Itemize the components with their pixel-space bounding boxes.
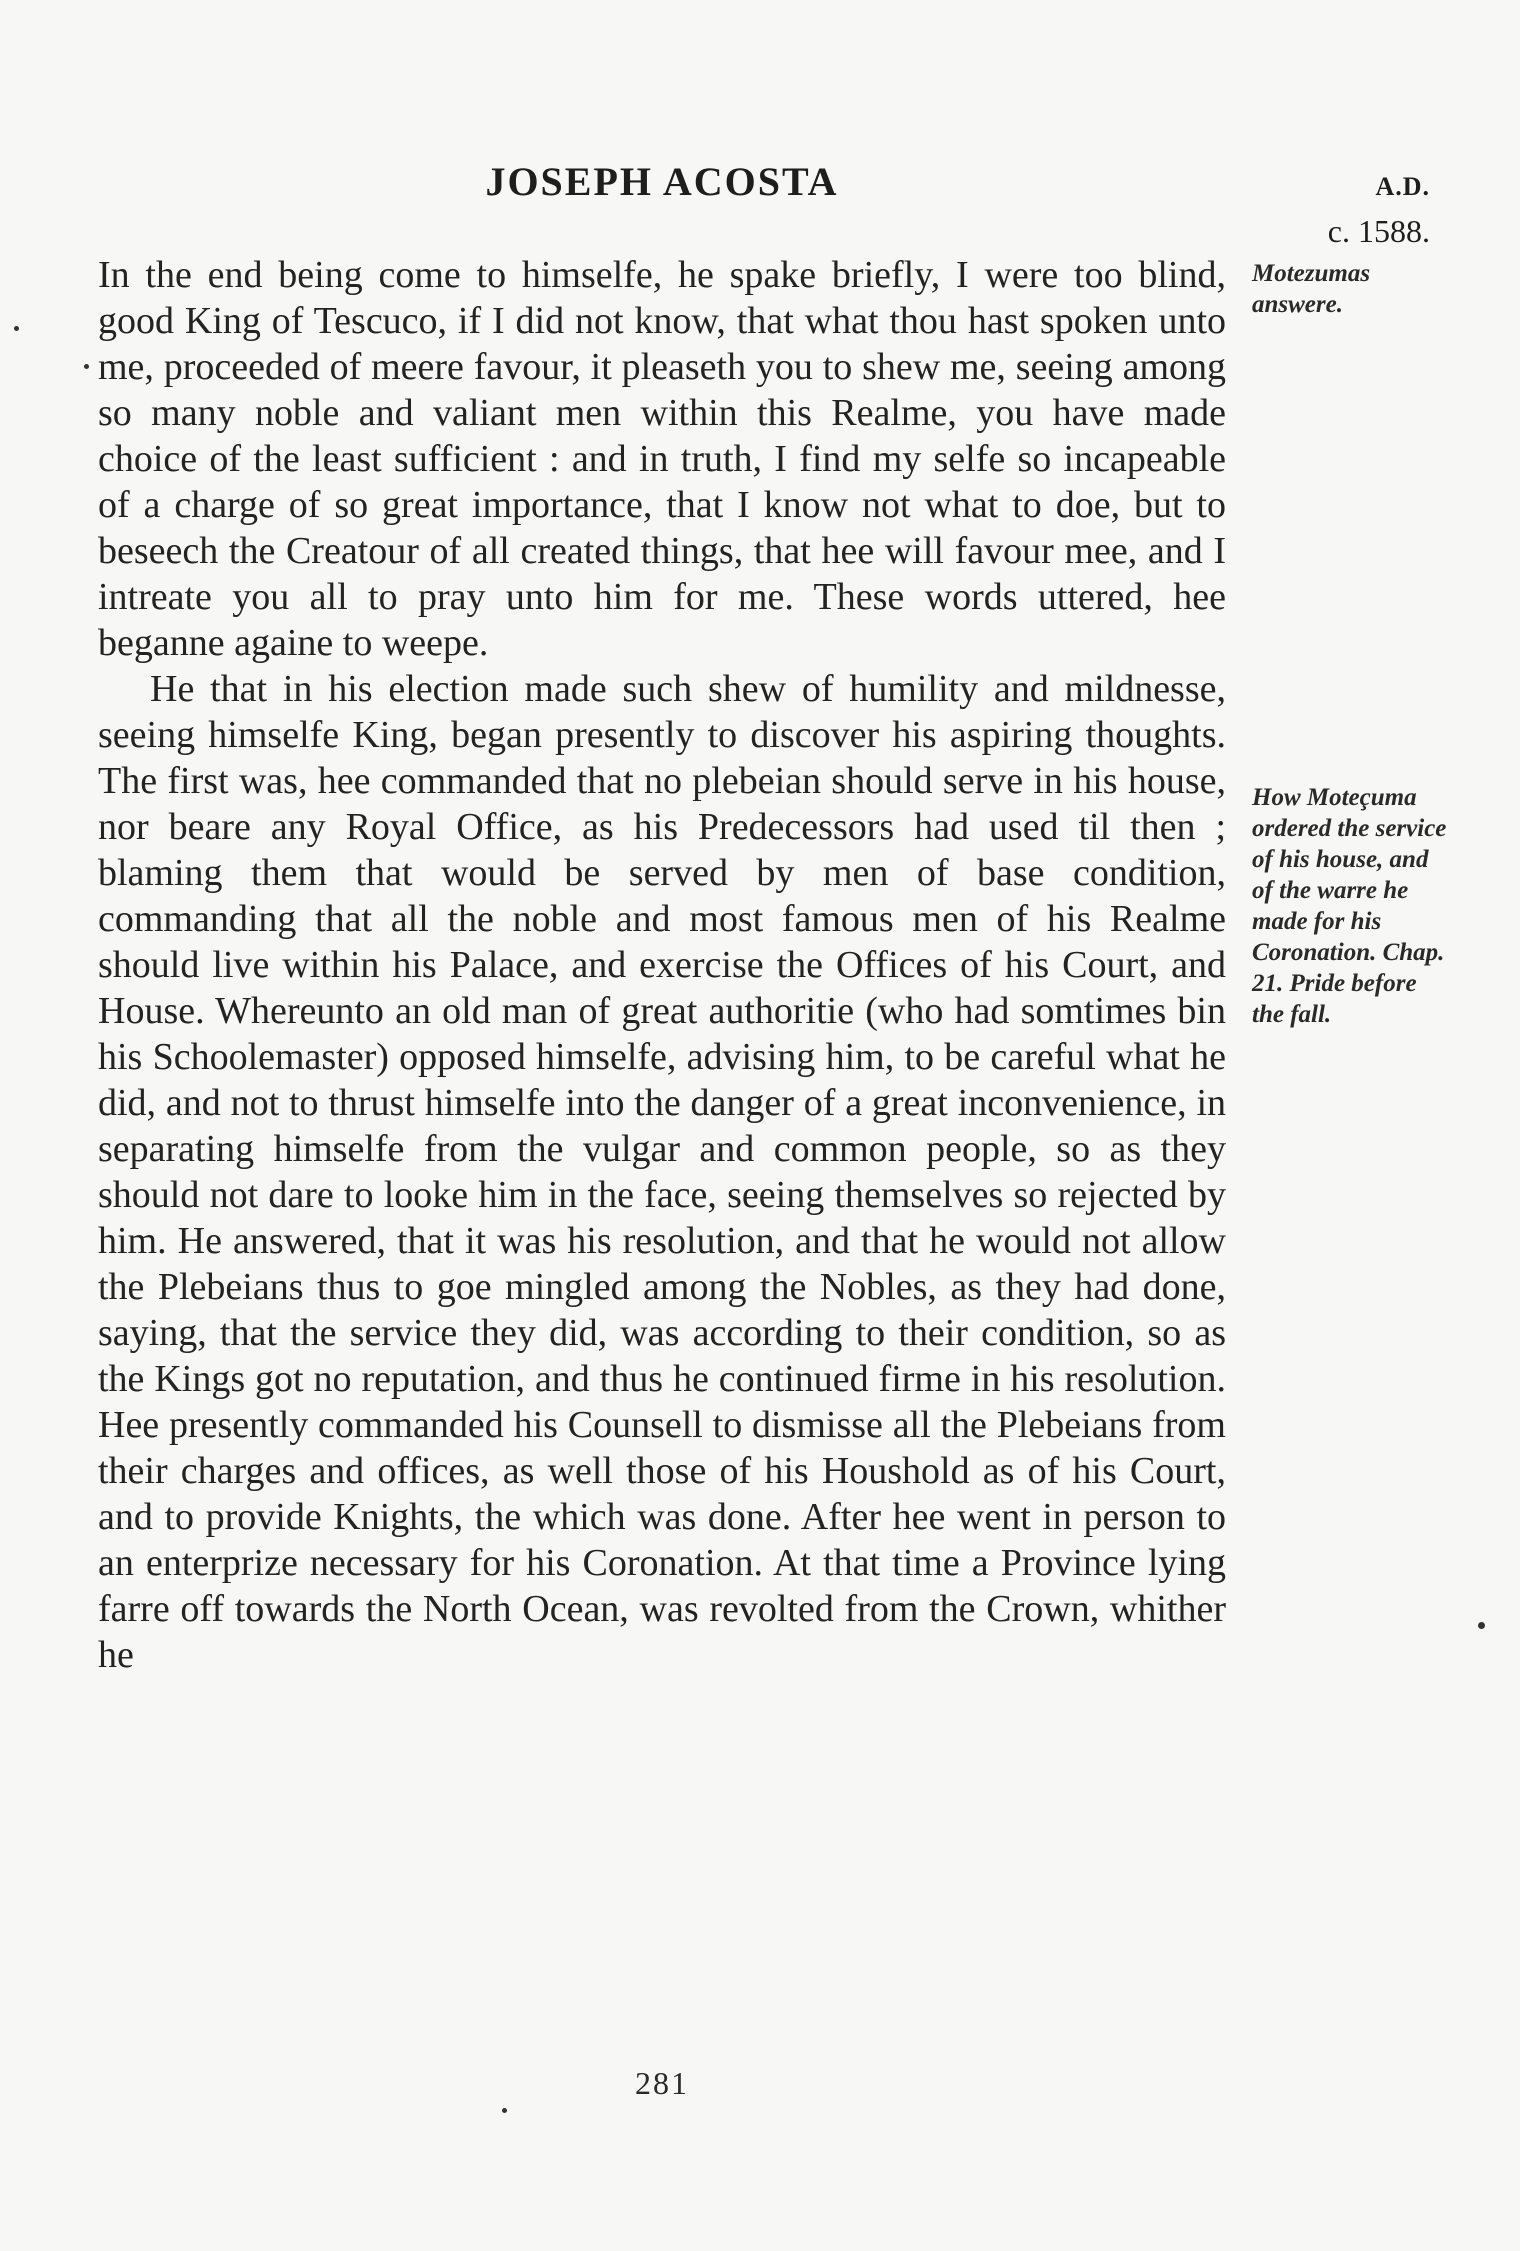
- body-text: [98, 252, 1226, 1678]
- paragraph: He that in his election made such shew of humility and mildnesse, seeing himselfe King, began presently to discover his aspiring thoughts. The first was, hee commanded that no plebeian should serve in his house, nor beare any Royal Office, as his Predecessors had used til then ; blaming them that would be served by men of base condition, commanding that all the noble and most famous men of his Realme should live within his Palace, and exercise the Offices of his Court, and House. Whereunto an old man of great authoritie (who had somtimes bin his Schoolemaster) opposed himselfe, advising him, to be careful what he did, and not to thrust himselfe into the danger of a great inconvenience, in separating himselfe from the vulgar and common people, so as they should not dare to looke him in the face, seeing themselves so rejected by him. He answered, that it was his resolution, and that he would not allow the Plebeians thus to goe mingled among the Nobles, as they had done, saying, that the service they did, was according to their condition, so as the Kings got no reputation, and thus he continued firme in his resolution. Hee presently commanded his Counsell to dismisse all the Plebeians from their charges and offices, as well those of his Houshold as of his Court, and to provide Knights, the which was done. After hee went in person to an enterprize necessary for his Coronation. At that time a Province lying farre off towards the North Ocean, was revolted from the Crown, whither he: [98, 668, 1226, 1676]
- ink-speck: [14, 326, 19, 331]
- running-head: JOSEPH ACOSTA: [485, 159, 839, 204]
- ink-speck: [84, 364, 89, 369]
- paragraph: In the end being come to himselfe, he spake briefly, I were too blind, good King of Tescuco, if I did not know, that what thou hast spoken unto me, proceeded of meere favour, it pleaseth you to shew me, seeing among so many noble and valiant men within this Realme, you have made choice of the least sufficient : and in truth, I find my selfe so incapeable of a charge of so great importance, that I know not what to doe, but to beseech the Creatour of all created things, that hee will favour mee, and I intreate you all to pray unto him for me. These words uttered, hee beganne againe to weepe.: [98, 254, 1226, 664]
- margin-note: Motezumas answere.: [1252, 260, 1371, 318]
- page-number: 281: [635, 2065, 689, 2101]
- ink-speck: [502, 2108, 507, 2113]
- ink-speck: [1478, 1622, 1485, 1629]
- date-value: c. 1588.: [1327, 213, 1430, 249]
- margin-note: How Moteçuma ordered the service of his house, and of the warre he made for his Coronation. Chap. 21. Pride before the fall.: [1252, 784, 1447, 1028]
- date-label: A.D.: [1375, 172, 1430, 201]
- date-block: [1260, 165, 1430, 253]
